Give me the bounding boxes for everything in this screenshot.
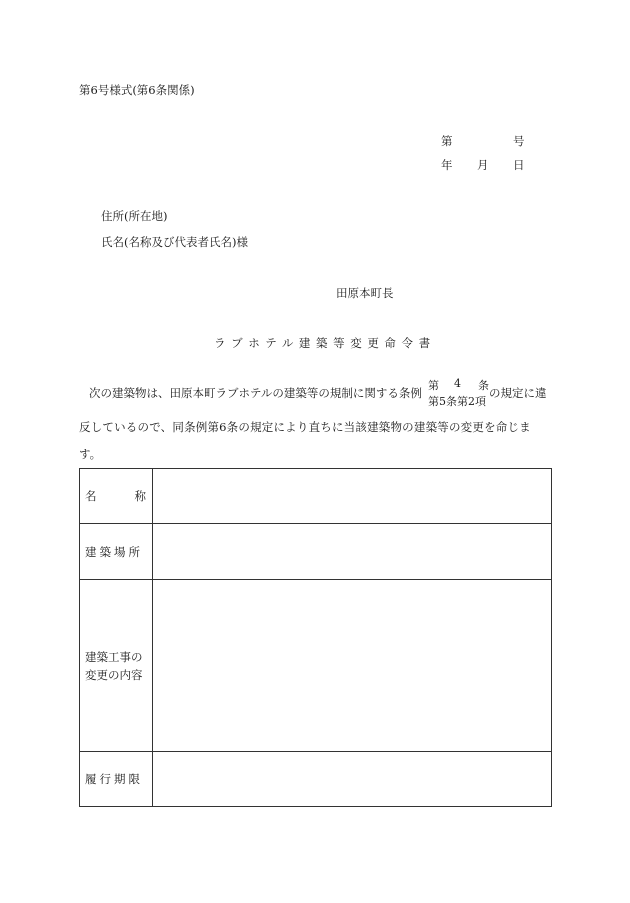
body-line-1: 次の建築物は、田原本町ラブホテルの建築等の規制に関する条例 [89,386,422,400]
changes-label-line-2: 変更の内容 [85,667,143,682]
article-number: 4 [454,377,461,390]
document-title: ラブホテル建築等変更命令書 [214,336,436,350]
date-day: 日 [513,158,525,172]
number-suffix: 号 [513,134,525,148]
name-label-cell [80,469,153,524]
location-label-cell [80,524,153,580]
location-value-cell[interactable] [153,524,552,580]
date-year: 年 [441,158,453,172]
name-value-cell[interactable] [153,469,552,524]
article-suffix: 条 [478,379,489,392]
date-month: 月 [477,158,489,172]
form-label: 第6号様式(第6条関係) [79,83,195,97]
deadline-label-cell [80,752,153,807]
article-alt-reference: 第5条第2項 [428,395,486,408]
addressee-name: 氏名(名称及び代表者氏名)様 [101,235,248,249]
article-prefix: 第 [428,379,439,392]
name-label-char-2: 称 [134,489,146,503]
article-reference [428,377,488,407]
table-row [80,469,552,524]
body-line-3: す。 [79,447,102,461]
changes-value-cell[interactable] [153,580,552,752]
body-line-1-tail: の規定に違 [489,386,547,400]
deadline-value-cell[interactable] [153,752,552,807]
table-row [80,580,552,752]
name-label-char-1: 名 [85,489,97,503]
table-row [80,752,552,807]
table-row [80,524,552,580]
changes-label-line-1: 建築工事の [85,649,143,664]
issuer: 田原本町長 [336,286,394,300]
body-line-2: 反しているので、同条例第6条の規定により直ちに当該建築物の建築等の変更を命じま [79,420,531,434]
order-details-table [79,468,552,807]
addressee-address: 住所(所在地) [101,209,168,223]
changes-label-cell [80,580,153,752]
deadline-label: 履行期限 [85,772,143,786]
location-label: 建築場所 [85,544,143,559]
number-prefix: 第 [441,134,453,148]
